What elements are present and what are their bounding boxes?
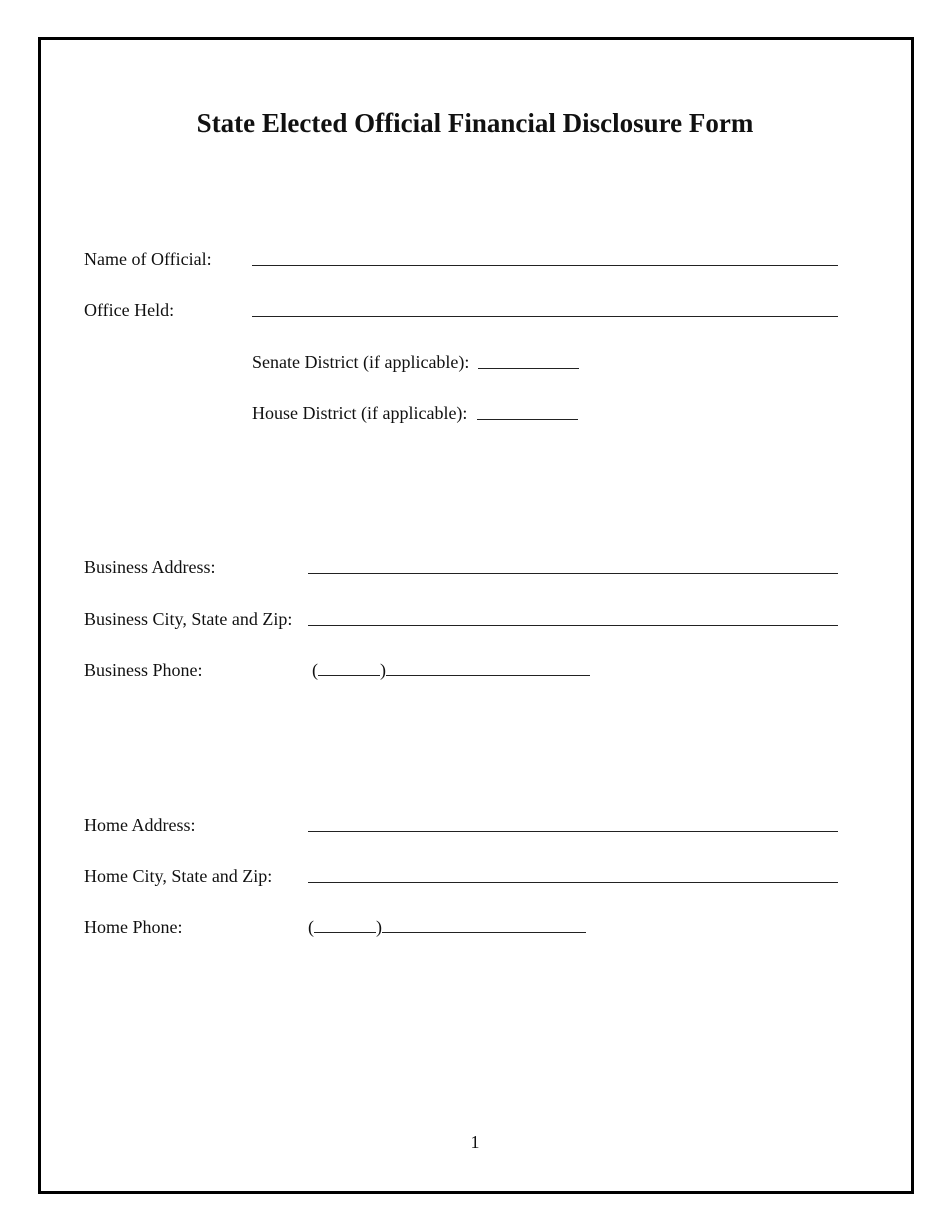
business-address-label: Business Address: xyxy=(84,557,216,577)
form-title: State Elected Official Financial Disclosure Form xyxy=(196,108,754,138)
house-district-label: House District (if applicable): xyxy=(252,403,468,423)
business-area-code-blank[interactable] xyxy=(318,661,380,676)
name-of-official-label: Name of Official: xyxy=(84,249,212,269)
area-code-close-paren: ) xyxy=(380,660,386,680)
senate-district-field[interactable] xyxy=(478,368,579,369)
home-city-state-zip-field[interactable] xyxy=(308,882,838,883)
office-held-field[interactable] xyxy=(252,316,838,317)
home-phone-field[interactable] xyxy=(308,916,586,938)
business-phone-number-blank[interactable] xyxy=(386,661,590,676)
business-phone-label: Business Phone: xyxy=(84,660,203,680)
home-phone-number-blank[interactable] xyxy=(382,918,586,933)
area-code-open-paren: ( xyxy=(308,917,314,937)
business-phone-field[interactable] xyxy=(312,659,590,681)
senate-district-label: Senate District (if applicable): xyxy=(252,352,470,372)
house-district-field[interactable] xyxy=(477,419,578,420)
business-address-field[interactable] xyxy=(308,573,838,574)
page-number: 1 xyxy=(470,1132,480,1152)
home-address-label: Home Address: xyxy=(84,815,196,835)
business-city-state-zip-label: Business City, State and Zip: xyxy=(84,609,293,629)
home-phone-label: Home Phone: xyxy=(84,917,183,937)
business-city-state-zip-field[interactable] xyxy=(308,625,838,626)
home-address-field[interactable] xyxy=(308,831,838,832)
office-held-label: Office Held: xyxy=(84,300,175,320)
home-area-code-blank[interactable] xyxy=(314,918,376,933)
area-code-open-paren: ( xyxy=(312,660,318,680)
area-code-close-paren: ) xyxy=(376,917,382,937)
home-city-state-zip-label: Home City, State and Zip: xyxy=(84,866,273,886)
name-of-official-field[interactable] xyxy=(252,265,838,266)
